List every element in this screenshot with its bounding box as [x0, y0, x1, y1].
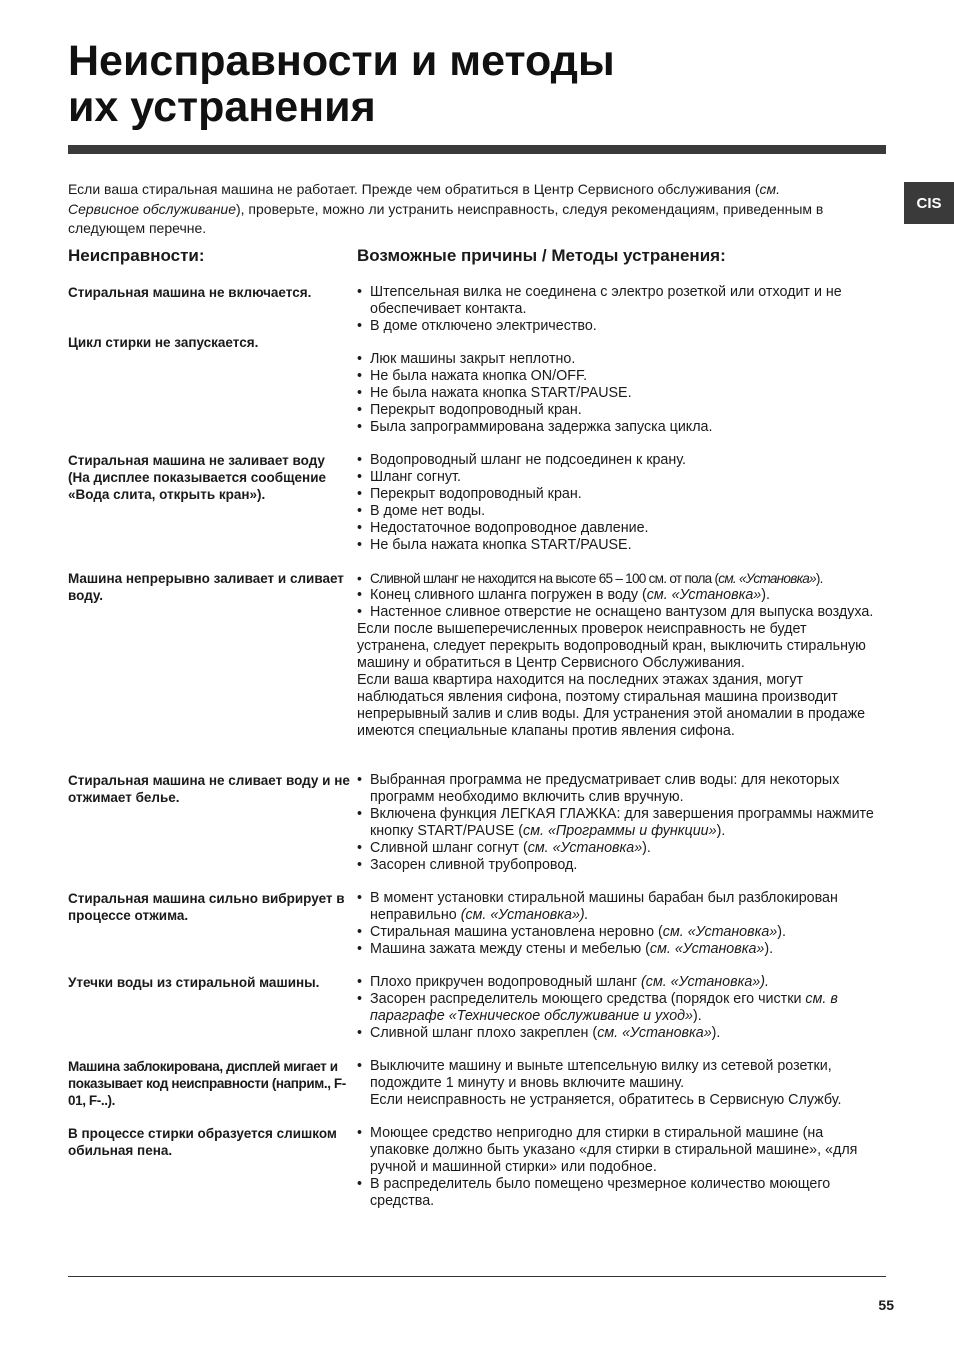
item-text: В момент установки стиральной машины барабан был разблокирован неправильно	[370, 890, 838, 923]
item-text: Стиральная машина установлена неровно (	[370, 924, 663, 940]
continuation-text: Если неисправность не устраняется, обратитесь в Сервисную Службу.	[370, 1092, 842, 1108]
list-item: • Перекрыт водопроводный кран.	[357, 486, 882, 503]
list-item	[357, 1025, 882, 1042]
item-reference: (см. «Установка»).	[460, 907, 589, 923]
list-item: • Шланг согнут.	[357, 469, 882, 486]
item-text-end: ).	[711, 1025, 721, 1041]
list-item: • Люк машины закрыт неплотно.	[357, 351, 882, 368]
item-reference: см. «Установка»	[646, 587, 762, 603]
item-text-end: ).	[764, 941, 774, 957]
list-item	[357, 941, 882, 958]
list-item	[357, 924, 882, 941]
list-item: • Настенное сливное отверстие не оснащено вантузом для выпуска воздуха.	[357, 604, 882, 621]
note-paragraph: Если ваша квартира находится на последних этажах здания, могут наблюдаться явления сифона, поэтому стиральная машина производит непрерывный залив и слив воды. Для устранения этой аномалии в продаже имеются специальные клапаны против явления сифона.	[357, 672, 866, 739]
problem-label: Утечки воды из стиральной машины.	[68, 975, 320, 990]
title-divider	[68, 145, 886, 154]
problem-label: Цикл стирки не запускается.	[68, 335, 259, 350]
item-text-end: ).	[693, 1008, 702, 1024]
item-text: Плохо прикручен водопроводный шланг	[370, 974, 642, 990]
footer-divider	[68, 1276, 886, 1277]
cause-list	[357, 890, 882, 958]
item-text: Сливной шланг согнут (	[370, 840, 528, 856]
page-title	[68, 38, 828, 130]
cause-list	[357, 1125, 882, 1210]
item-text-end: ).	[815, 571, 823, 586]
cause-list	[357, 1058, 882, 1109]
item-reference: см. «Установка»	[597, 1025, 712, 1041]
problem-label: Стиральная машина не сливает воду и не отжимает белье.	[68, 773, 350, 805]
list-item	[357, 991, 882, 1025]
item-reference: см. в параграфе «Техническое обслуживание и уход»	[370, 991, 838, 1024]
cause-list	[357, 351, 882, 436]
causes-header: Возможные причины / Методы устранения:	[357, 246, 726, 265]
item-text: Конец сливного шланга погружен в воду (	[370, 587, 647, 603]
item-text-end: ).	[642, 840, 651, 856]
cause-list	[357, 974, 882, 1042]
list-item	[357, 587, 882, 604]
note-paragraph: Если после вышеперечисленных проверок неисправность не будет устранена, следует перекрыть водопроводный кран, выключить стиральную машину и обратиться в Центр Сервисного Обслуживания.	[357, 621, 866, 671]
cause-list	[357, 452, 882, 554]
list-item	[357, 806, 882, 840]
list-item: • Не была нажата кнопка ON/OFF.	[357, 368, 882, 385]
list-item: • Перекрыт водопроводный кран.	[357, 402, 882, 419]
list-item: • Недостаточное водопроводное давление.	[357, 520, 882, 537]
list-item: • Не была нажата кнопка START/PAUSE.	[357, 537, 882, 554]
list-item: • В распределитель было помещено чрезмерное количество моющего средства.	[357, 1176, 882, 1210]
item-text: Машина зажата между стены и мебелью (	[370, 941, 650, 957]
problem-label: В процессе стирки образуется слишком обильная пена.	[68, 1126, 337, 1158]
list-item: • Выключите машину и выньте штепсельную вилку из сетевой розетки, подождите 1 минуту и вновь включите машину.	[357, 1058, 882, 1092]
cause-list	[357, 570, 882, 740]
list-item: • Засорен сливной трубопровод.	[357, 857, 882, 874]
item-text-end: ).	[716, 823, 726, 839]
list-item: • Была запрограммирована задержка запуска цикла.	[357, 419, 882, 436]
list-item: • Не была нажата кнопка START/PAUSE.	[357, 385, 882, 402]
list-item: • В доме отключено электричество.	[357, 318, 882, 335]
item-reference: см. «Установка»	[527, 840, 643, 856]
cause-list	[357, 284, 882, 335]
intro-text-2: ), проверьте, можно ли устранить неисправность, следуя рекомендациям, приведенным в следующем перечне.	[68, 200, 824, 236]
item-text: Включена функция ЛЕГКАЯ ГЛАЖКА: для завершения программы нажмите кнопку START/PAUSE (	[370, 806, 874, 839]
problem-label: Стиральная машина не заливает воду (На дисплее показывается сообщение «Вода слита, открыть кран»).	[68, 453, 326, 502]
item-text: Засорен распределитель моющего средства (порядок его чистки	[370, 991, 806, 1007]
problems-header: Неисправности:	[68, 246, 205, 265]
item-text: Сливной шланг не находится на высоте 65 – 100 см. от пола (	[370, 571, 719, 586]
item-reference: (см. «Установка»).	[641, 974, 769, 990]
problem-label: Стиральная машина не включается.	[68, 285, 312, 300]
cause-list	[357, 772, 882, 874]
list-item: • Штепсельная вилка не соединена с электро розеткой или отходит и не обеспечивает контакта.	[357, 284, 882, 318]
intro-reference: см. Сервисное обслуживание	[68, 181, 781, 217]
intro-paragraph	[68, 180, 828, 239]
list-item	[357, 570, 882, 587]
intro-text-1: Если ваша стиральная машина не работает. Прежде чем обратиться в Центр Сервисного обслуживания (	[68, 181, 760, 197]
item-reference: см. «Установка»	[662, 924, 778, 940]
list-item: • Выбранная программа не предусматривает слив воды: для некоторых программ необходимо включить слив вручную.	[357, 772, 882, 806]
item-text-end: ).	[761, 587, 770, 603]
problem-label: Машина непрерывно заливает и сливает воду.	[68, 571, 344, 603]
page-title-line-1: Неисправности и методы	[68, 37, 615, 85]
item-reference: см. «Установка»	[718, 571, 816, 586]
list-item	[357, 890, 882, 924]
page-number: 55	[878, 1297, 894, 1313]
item-text: Сливной шланг плохо закреплен (	[370, 1025, 598, 1041]
problem-label: Стиральная машина сильно вибрирует в процессе отжима.	[68, 891, 345, 923]
item-text-end: ).	[777, 924, 786, 940]
item-reference: см. «Установка»	[649, 941, 765, 957]
page-title-line-2: их устранения	[68, 83, 376, 131]
language-tab: CIS	[904, 182, 954, 224]
list-item: • Водопроводный шланг не подсоединен к крану.	[357, 452, 882, 469]
list-item	[357, 974, 882, 991]
list-item: • Моющее средство непригодно для стирки в стиральной машине (на упаковке должно быть указано «для стирки в стиральной машине», «для ручной и машинной стирки» или подобное.	[357, 1125, 882, 1176]
list-item: • В доме нет воды.	[357, 503, 882, 520]
item-reference: см. «Программы и функции»	[523, 823, 717, 839]
problem-label: Машина заблокирована, дисплей мигает и показывает код неисправности (наприм., F-01, F-..).	[68, 1059, 346, 1108]
list-item	[357, 840, 882, 857]
